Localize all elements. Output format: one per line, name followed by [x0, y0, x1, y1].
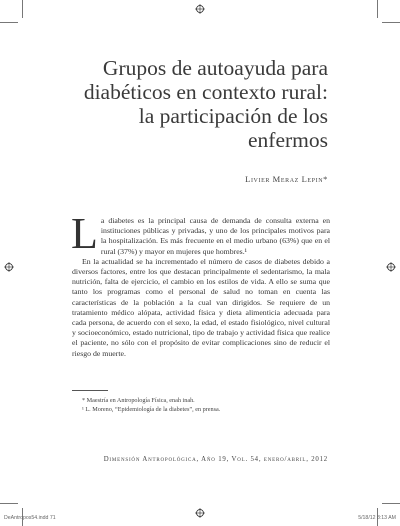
title-line-2: diabéticos en contexto rural:: [83, 80, 328, 104]
crop-mark-tr-v: [377, 0, 378, 18]
title-line-1: Grupos de autoayuda para: [102, 56, 328, 80]
title-line-4: enfermos: [248, 128, 328, 152]
crop-mark-tl-h: [0, 22, 18, 23]
footnote-rule: [72, 390, 108, 391]
crop-mark-bl-h: [0, 503, 18, 504]
footnote-1: ¹ L. Moreno, “Epidemiología de la diabetes”, en prensa.: [82, 405, 221, 413]
paragraph-1: [71, 209, 330, 258]
article-body: [71, 209, 330, 359]
crop-mark-br-h: [382, 503, 400, 504]
slug-right: 5/18/12 8:13 AM: [358, 515, 396, 521]
footnote-author: * Maestría en Antropología Física, enah inah.: [82, 397, 195, 404]
article-title: [68, 56, 328, 152]
crop-mark-tr-h: [382, 22, 400, 23]
registration-mark-bottom: [195, 508, 205, 518]
registration-mark-right: [386, 262, 396, 272]
registration-mark-top: [195, 4, 205, 14]
crop-mark-tl-v: [22, 0, 23, 18]
paragraph-1-text: a diabetes es la principal causa de demanda de consulta externa en instituciones públicas y privadas, y uno de los principales motivos para la hospitalización. Es más frecuente en el medio urbano (63%) que en el rural (37%) y mayor en mujeres que hombres.¹: [100, 216, 330, 256]
registration-mark-left: [4, 262, 14, 272]
drop-cap: L: [71, 209, 98, 258]
author-name: Livier Meraz Lepin*: [245, 174, 328, 184]
slug-left: DeAntropos54.indd 71: [4, 515, 56, 521]
running-footer: Dimensión Antropológica, Año 19, Vol. 54, enero/abril, 2012: [103, 456, 328, 463]
title-line-3: la participación de los: [138, 104, 328, 128]
footnotes: [82, 397, 332, 414]
paragraph-2: En la actualidad se ha incrementado el número de casos de diabetes debido a diversos factores, entre los que destacan principalmente el sedentarismo, la mala nutrición, falta de ejercicio, el cambio en los estilos de vida. A ello se suma que tanto los programas como el personal de salud no toman en cuenta las características de la población a la cual van dirigidos. Se requiere de un tratamiento médico alópata, actividad física y dieta alimenticia adecuada para cada persona, de acuerdo con el sexo, la edad, el estado fisiológico, nivel cultural y socioeconómico, estado nutricional, tipo de trabajo y actividad física que realice el paciente, no sólo con el propósito de evitar complicaciones sino de reducir el riesgo de muerte.: [72, 256, 330, 358]
